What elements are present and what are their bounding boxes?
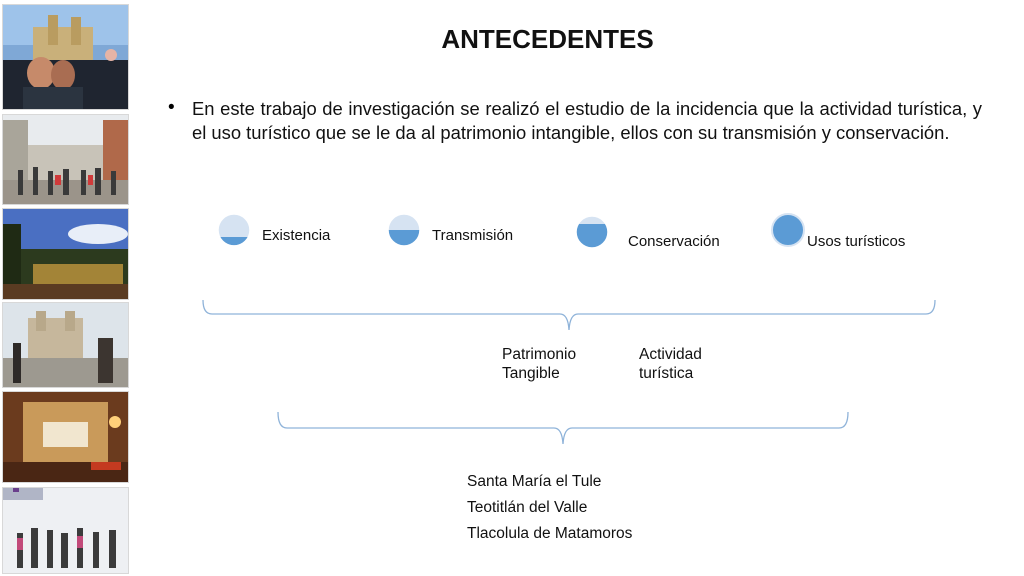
intro-paragraph: En este trabajo de investigación se realizó el estudio de la incidencia que la actividad turística, y el uso turístico que se le da al patrimonio intangible, ellos con su transmisión y conservación. bbox=[192, 98, 982, 143]
top-brace bbox=[200, 298, 940, 334]
label-patrimonio-tangible bbox=[502, 345, 602, 383]
stage-label-2: Transmisión bbox=[432, 227, 514, 244]
stage-circle-1 bbox=[217, 213, 251, 247]
place-item-3: Tlacolula de Matamoros bbox=[467, 525, 633, 542]
stage-label-4: Usos turísticos bbox=[807, 233, 906, 250]
label-patrimonio-line1: Patrimonio bbox=[502, 346, 577, 363]
photo-terrace bbox=[2, 208, 129, 300]
photo-church-plaza bbox=[2, 302, 129, 388]
stage-circle-3 bbox=[575, 215, 609, 249]
photo-mall-shoppers bbox=[2, 487, 129, 574]
stage-label-1: Existencia bbox=[262, 227, 331, 244]
photo-street-crowd bbox=[2, 114, 129, 205]
stage-circle-4 bbox=[771, 213, 805, 247]
place-item-1: Santa María el Tule bbox=[467, 473, 602, 490]
place-item-2: Teotitlán del Valle bbox=[467, 499, 588, 516]
label-actividad-line2: turística bbox=[639, 365, 694, 382]
stage-label-3: Conservación bbox=[628, 233, 720, 250]
slide-title: ANTECEDENTES bbox=[441, 24, 654, 54]
label-patrimonio-line2: Tangible bbox=[502, 365, 560, 382]
label-actividad-line1: Actividad bbox=[639, 346, 702, 363]
label-actividad-turistica bbox=[639, 345, 739, 383]
photo-cathedral-pool bbox=[2, 4, 129, 110]
bullet-marker: • bbox=[168, 97, 175, 118]
photo-strip bbox=[2, 4, 129, 574]
bottom-brace bbox=[275, 410, 853, 446]
photo-hotel-room bbox=[2, 391, 129, 483]
stage-circle-2 bbox=[387, 213, 421, 247]
